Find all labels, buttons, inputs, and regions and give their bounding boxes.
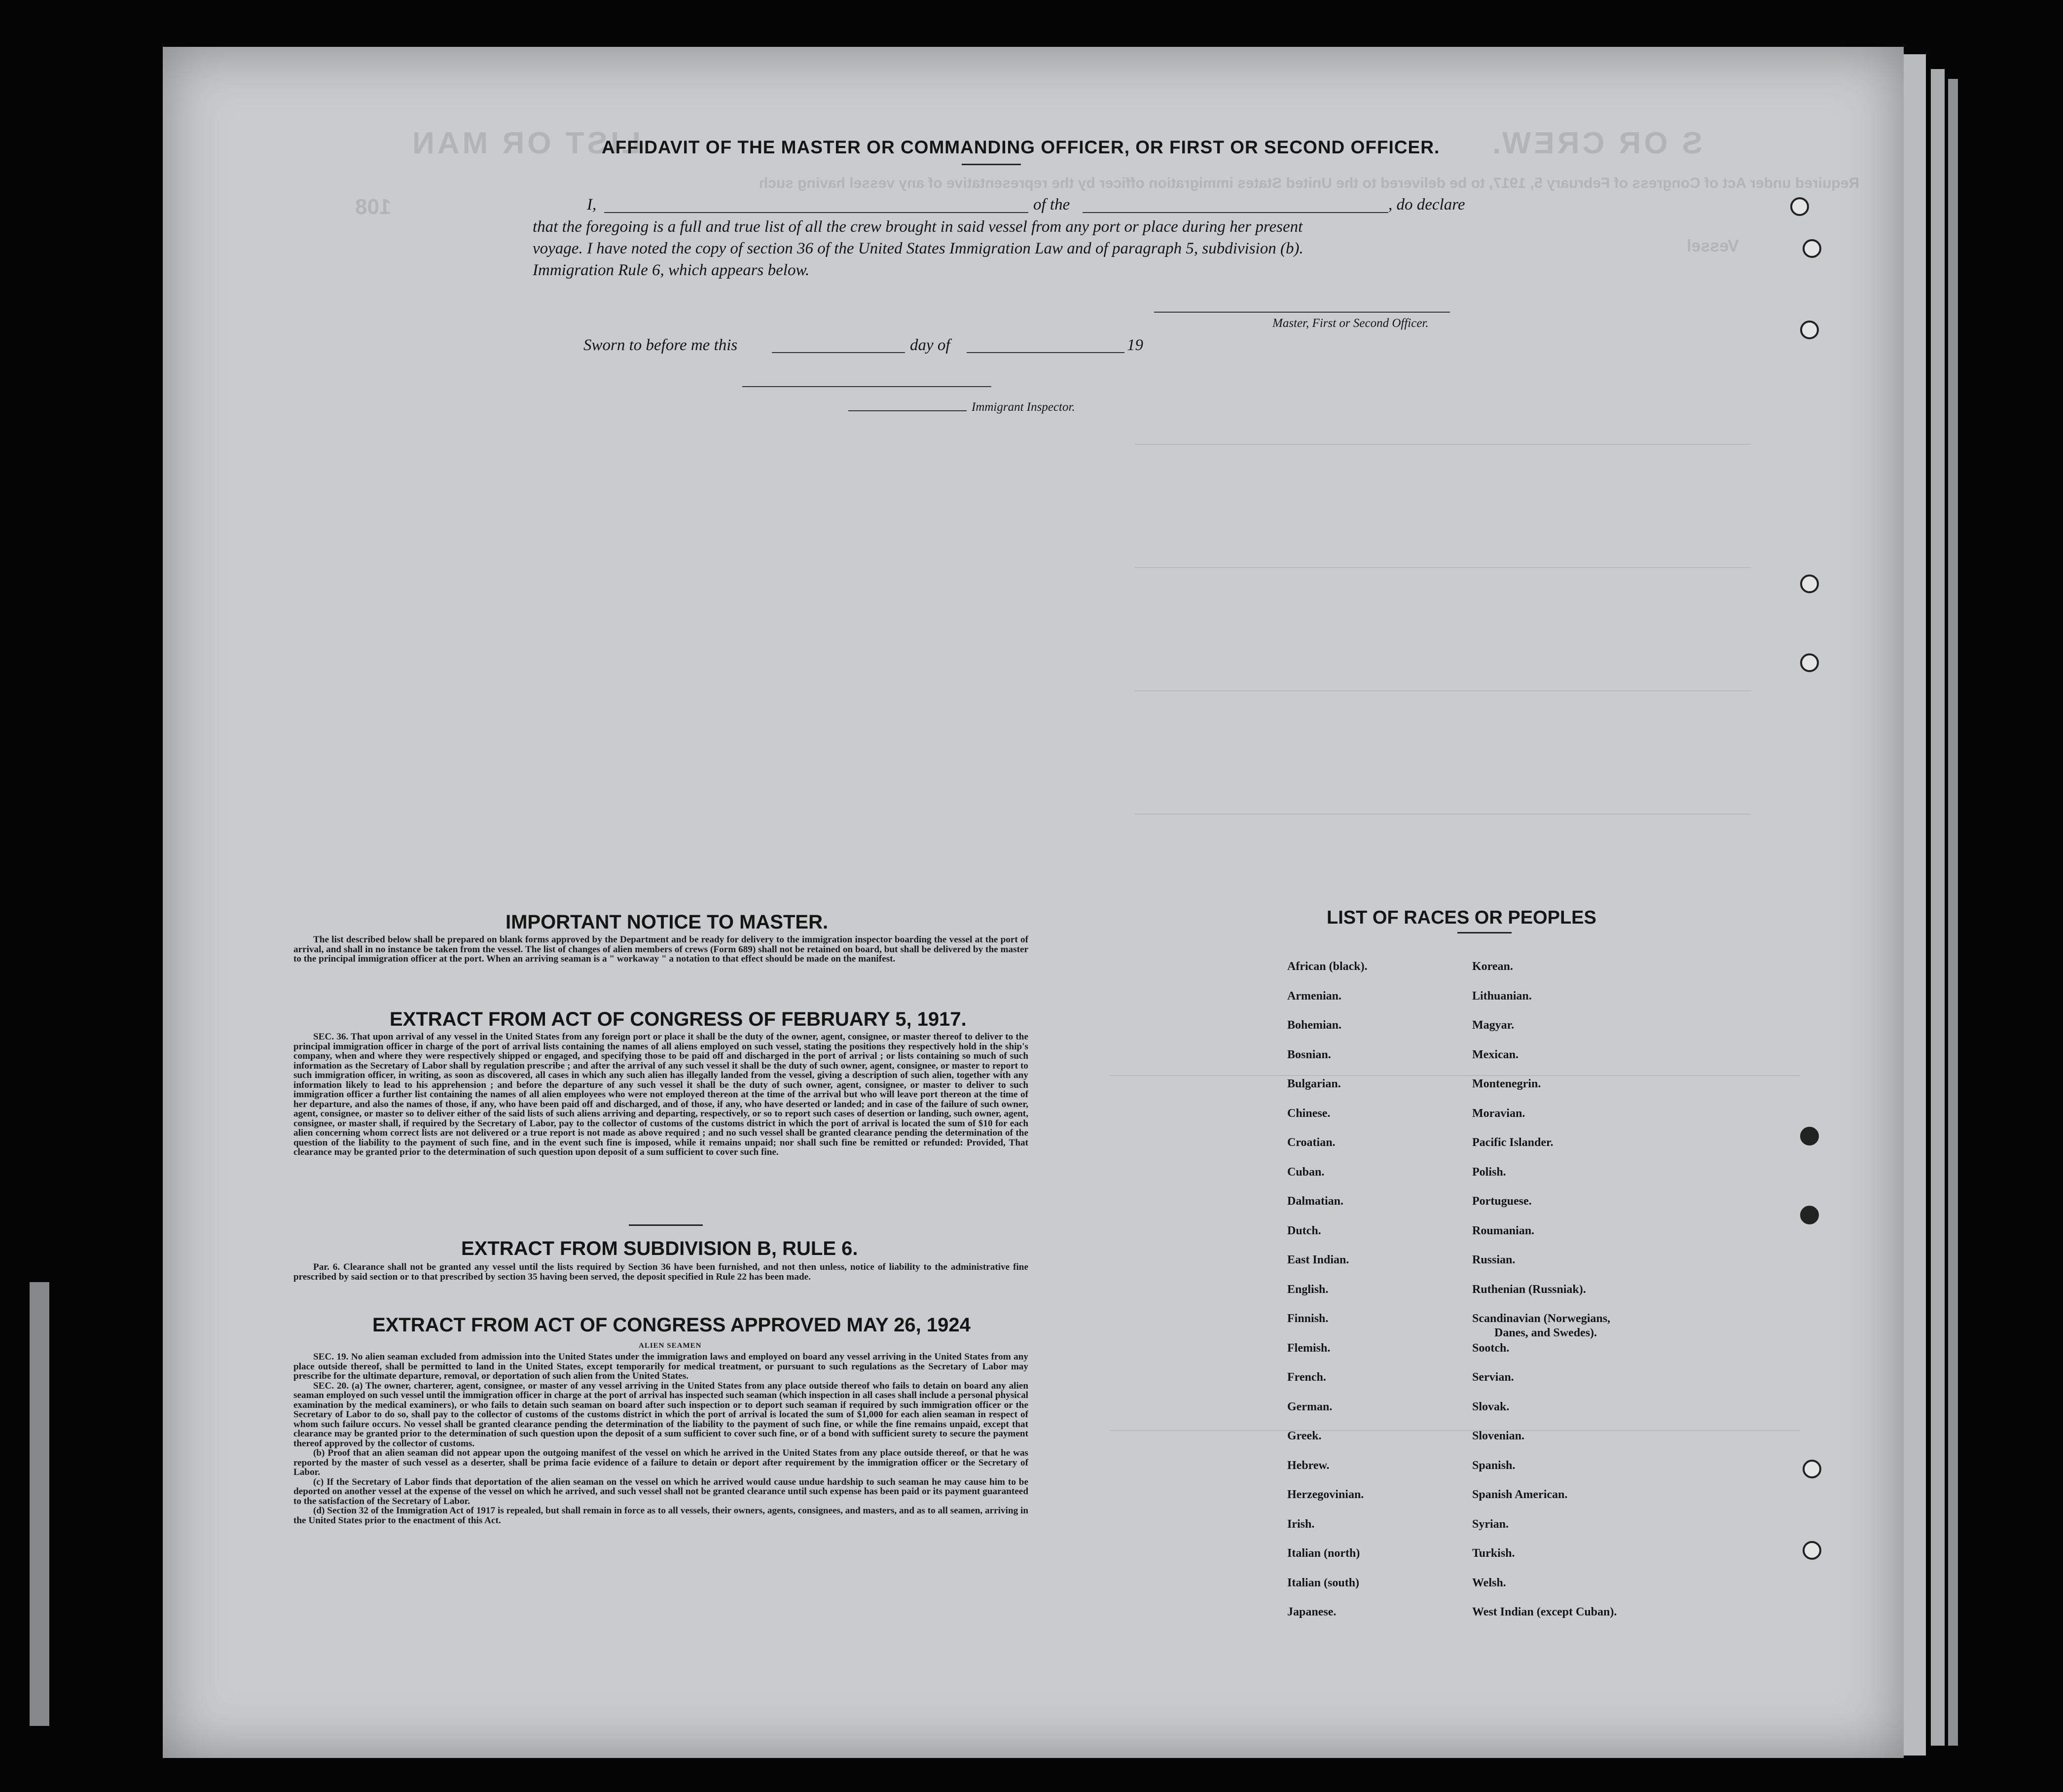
binding-hole bbox=[1803, 1460, 1821, 1478]
race-left-item-20: Italian (north) bbox=[1287, 1547, 1360, 1560]
race-right-item-1: Lithuanian. bbox=[1472, 989, 1532, 1003]
sworn-day-blank bbox=[772, 352, 905, 353]
race-right-item-2: Magyar. bbox=[1472, 1019, 1515, 1032]
name-blank bbox=[604, 212, 1028, 213]
ghost-rule bbox=[1134, 814, 1751, 815]
race-right-item-21: Welsh. bbox=[1472, 1576, 1506, 1589]
race-left-item-4: Bulgarian. bbox=[1287, 1077, 1341, 1090]
race-left-item-9: Dutch. bbox=[1287, 1224, 1321, 1237]
binding-hole bbox=[1790, 197, 1809, 216]
race-right-item-9: Roumanian. bbox=[1472, 1224, 1535, 1237]
race-left-item-14: French. bbox=[1287, 1371, 1326, 1384]
race-right-item-14: Servian. bbox=[1472, 1371, 1514, 1384]
page-edge-strip bbox=[1904, 54, 1926, 1756]
inspector-caption: Immigrant Inspector. bbox=[972, 400, 1075, 414]
extract-1917-text: SEC. 36. That upon arrival of any vessel in the United States from any foreign port or place it shall be the duty of the owner, agent, consignee, or master thereof to deliver to the principal immigration officer in charge of the port of arrival lists containing the names of all aliens employed on such vessel, stating the positions they respectively hold in the ship's company, when and where they were respectively shipped or engaged, and specifying those to be paid off and discharged in the port of arrival ; or lists containing so much of such information as the Secretary of Labor shall by regulation prescribe ; and after the arrival of any such vessel it shall be the duty of such owner, agent, consignee, or master to report to such immigration officer, in writing, as soon as discovered, all cases in which any such alien has illegally landed from the vessel, giving a description of such alien, together with any information likely to lead to his apprehension ; and before the departure of any such vessel it shall be the duty of such owner, agent, consignee, or master to deliver to such immigration officer a further list containing the names of all alien employees who were not employed thereon at the time of the arrival but who will leave port thereon at the time of her departure, and also the names of those, if any, who have been paid off and discharged, and of those, if any, who have deserted or landed; and in case of the failure of such owner, agent, consignee, or master so to deliver either of the said lists of such aliens arriving and departing, respectively, or so to report such cases of desertion or landing, such owner, agent, consignee, or master shall, if required by the Secretary of Labor, pay to the collector of customs of the customs district in which the port of arrival is located the sum of $10 for each alien concerning whom correct lists are not delivered or a true report is not made as above required ; and no such vessel shall be granted clearance pending the determination of the question of the liability to the payment of such fine, and in the event such fine is imposed, while it remains unpaid; nor shall such fine be remitted or refunded: Provided, That clearance may be granted prior to the determination of such question upon deposit of a sum sufficient to cover such fine. bbox=[293, 1032, 1028, 1157]
race-left-item-18: Herzegovinian. bbox=[1287, 1488, 1364, 1501]
race-left-item-12: Finnish. bbox=[1287, 1312, 1329, 1325]
race-right-item-6: Pacific Islander. bbox=[1472, 1136, 1554, 1149]
race-right-item-5: Moravian. bbox=[1472, 1107, 1525, 1120]
binding-hole bbox=[1800, 321, 1819, 339]
sworn-day-of: day of bbox=[910, 336, 950, 354]
ghost-rule bbox=[1110, 1075, 1800, 1076]
page-edge-strip bbox=[1931, 69, 1945, 1746]
race-right-item-8: Portuguese. bbox=[1472, 1195, 1532, 1208]
race-right-item-12: Scandinavian (Norwegians, bbox=[1472, 1312, 1611, 1325]
binding-hole bbox=[1803, 239, 1821, 258]
sec20a-text: SEC. 20. (a) The owner, charterer, agent, consignee, or master of any vessel arriving in the United States from any place outside thereof who fails to detain on board any alien seaman employed on such vessel until the immigration officer in charge at the port of arrival has inspected such seaman (which inspection in all cases shall include a personal physical examination by the medical examiners), or who fails to detain such seaman on board after such inspection or to deport such seaman if required by such immigration officer or the Secretary of Labor to do so, shall pay to the collector of customs of the customs district in which the port of arrival is located the sum of $1,000 for each alien seaman in respect of whom such failure occurs. No vessel shall be granted clearance pending the determination of the liability to the payment of such fine, or while the fine remains unpaid, except that clearance may be granted prior to the determination of such question upon the deposit of a sum sufficient to cover such fine, or of a bond with sufficient surety to secure the payment thereof approved by the collector of customs. bbox=[293, 1380, 1028, 1449]
race-right-item-10: Russian. bbox=[1472, 1254, 1516, 1266]
binding-hole bbox=[1800, 574, 1819, 593]
ghost-subline: Required under Act of Congress of February 5, 1917, to be delivered to the United States immigration officer by the representative of any vessel having such bbox=[759, 175, 1859, 191]
extract-1917-title: EXTRACT FROM ACT OF CONGRESS OF FEBRUARY 5, 1917. bbox=[390, 1008, 967, 1030]
race-left-item-17: Hebrew. bbox=[1287, 1459, 1330, 1472]
race-right-item-3: Mexican. bbox=[1472, 1048, 1519, 1061]
extract-1924-title: EXTRACT FROM ACT OF CONGRESS APPROVED MAY 26, 1924 bbox=[372, 1314, 971, 1336]
race-left-item-13: Flemish. bbox=[1287, 1341, 1331, 1355]
section-rule bbox=[629, 1224, 703, 1226]
binding-hole bbox=[1800, 1206, 1819, 1224]
race-left-item-8: Dalmatian. bbox=[1287, 1195, 1343, 1208]
race-left-item-7: Cuban. bbox=[1287, 1165, 1325, 1179]
sworn-month-blank bbox=[967, 352, 1124, 353]
ghost-rule bbox=[1134, 444, 1751, 445]
race-left-item-11: English. bbox=[1287, 1283, 1329, 1296]
affidavit-line1-start: I, bbox=[587, 196, 597, 214]
race-left-item-3: Bosnian. bbox=[1287, 1048, 1331, 1061]
race-left-item-22: Japanese. bbox=[1287, 1606, 1337, 1618]
notice-text: The list described below shall be prepared on blank forms approved by the Department and be ready for delivery to the immigration inspector boarding the vessel at the port of arrival, and shall in no instance be taken from the vessel. The list of changes of alien members of crews (Form 689) shall not be retained on board, but shall be delivered by the master to the principal immigration officer at the port. When an arriving seaman is a " workaway " a notation to that effect should be made on the manifest. bbox=[293, 934, 1028, 964]
notice-title: IMPORTANT NOTICE TO MASTER. bbox=[506, 911, 829, 933]
page-edge-left bbox=[30, 1282, 49, 1726]
vessel-blank bbox=[1083, 212, 1388, 213]
affidavit-of-the: of the bbox=[1033, 196, 1070, 214]
race-right-item-18: Spanish American. bbox=[1472, 1488, 1568, 1501]
race-right-item-15: Slovak. bbox=[1472, 1400, 1510, 1413]
race-item-scandinavian-cont: Danes, and Swedes). bbox=[1494, 1326, 1597, 1339]
race-right-item-0: Korean. bbox=[1472, 960, 1513, 973]
inspector-signature-blank bbox=[742, 386, 991, 387]
sec20b-text: (b) Proof that an alien seaman did not appear upon the outgoing manifest of the vessel on which he arrived in the United States from any place outside thereof, or that he was reported by the master of such vessel as a deserter, shall be prima facie evidence of a failure to detain or deport after requirement by the immigration officer or the Secretary of Labor. bbox=[293, 1448, 1028, 1477]
race-left-item-2: Bohemian. bbox=[1287, 1019, 1342, 1032]
race-right-item-13: Sootch. bbox=[1472, 1341, 1510, 1355]
binding-hole bbox=[1800, 653, 1819, 672]
race-right-item-22: West Indian (except Cuban). bbox=[1472, 1606, 1617, 1618]
race-left-item-21: Italian (south) bbox=[1287, 1576, 1360, 1589]
page-edge-strip bbox=[1948, 79, 1958, 1746]
sworn-year: 19 bbox=[1127, 336, 1143, 354]
race-right-item-16: Slovenian. bbox=[1472, 1430, 1525, 1442]
binding-hole bbox=[1803, 1541, 1821, 1560]
affidavit-line3: voyage. I have noted the copy of section 36 of the United States Immigration Law and of paragraph 5, subdivision (b). bbox=[533, 240, 1303, 257]
extract-rule6-title: EXTRACT FROM SUBDIVISION B, RULE 6. bbox=[461, 1238, 858, 1259]
race-right-item-4: Montenegrin. bbox=[1472, 1077, 1541, 1090]
races-title: LIST OF RACES OR PEOPLES bbox=[1327, 907, 1596, 928]
ghost-header-right: S OR CREW. bbox=[1489, 126, 1703, 160]
ghost-header: LIST OR MAN bbox=[409, 126, 641, 160]
race-right-item-11: Ruthenian (Russniak). bbox=[1472, 1283, 1586, 1296]
race-left-item-19: Irish. bbox=[1287, 1517, 1315, 1531]
affidavit-line2: that the foregoing is a full and true list of all the crew brought in said vessel from any port or place during her present bbox=[533, 218, 1303, 236]
sec19-text: SEC. 19. No alien seaman excluded from admission into the United States under the immigration laws and employed on board any vessel arriving in the United States from any place outside thereof, shall be permitted to land in the United States, except temporarily for medical treatment, or pursuant to such regulations as the Secretary of Labor may prescribe for the ultimate departure, removal, or deportation of such alien from the United States. bbox=[293, 1352, 1028, 1381]
race-left-item-16: Greek. bbox=[1287, 1430, 1322, 1442]
sworn-text: Sworn to before me this bbox=[583, 336, 738, 354]
ghost-number: 108 bbox=[355, 195, 392, 219]
affidavit-declare: , do declare bbox=[1388, 196, 1465, 214]
affidavit-line4: Immigration Rule 6, which appears below. bbox=[533, 261, 810, 279]
ghost-rule bbox=[1134, 567, 1751, 568]
title-rule bbox=[962, 164, 1021, 165]
extract-1924-subtitle: ALIEN SEAMEN bbox=[639, 1342, 702, 1350]
race-right-item-17: Spanish. bbox=[1472, 1459, 1516, 1472]
race-left-item-0: African (black). bbox=[1287, 960, 1368, 973]
race-right-item-7: Polish. bbox=[1472, 1165, 1506, 1179]
master-signature-blank bbox=[1154, 312, 1450, 313]
ghost-vessel: Vessel bbox=[1687, 237, 1739, 255]
race-right-item-19: Syrian. bbox=[1472, 1517, 1509, 1531]
extract-rule6-text: Par. 6. Clearance shall not be granted any vessel until the lists required by Section 36 have been furnished, and not then unless, notice of liability to the administrative fine prescribed by said section or to that prescribed by section 35 having been served, the deposit specified in Rule 22 has been made. bbox=[293, 1262, 1028, 1282]
race-left-item-10: East Indian. bbox=[1287, 1254, 1349, 1266]
races-rule bbox=[1457, 932, 1512, 933]
sec20c-text: (c) If the Secretary of Labor finds that deportation of the alien seaman on the vessel on which he arrived would cause undue hardship to such seaman he may cause him to be deported on another vessel at the expense of the vessel on which he arrived, and such vessel shall not be granted clearance until such expense has been paid or its payment guaranteed to the satisfaction of the Secretary of Labor. bbox=[293, 1476, 1028, 1506]
ghost-rule bbox=[1134, 690, 1751, 691]
race-left-item-1: Armenian. bbox=[1287, 989, 1341, 1003]
extract-1924-body bbox=[293, 1352, 1028, 1525]
master-caption: Master, First or Second Officer. bbox=[1272, 317, 1429, 330]
ghost-rule bbox=[1110, 1430, 1800, 1431]
sec20d-text: (d) Section 32 of the Immigration Act of 1917 is repealed, but shall remain in force as to all vessels, their owners, agents, consignees, and masters, and as to all seamen, arriving in the United States prior to the enactment of this Act. bbox=[293, 1505, 1028, 1526]
inspector-lead-blank bbox=[848, 410, 967, 411]
affidavit-title: AFFIDAVIT OF THE MASTER OR COMMANDING OFFICER, OR FIRST OR SECOND OFFICER. bbox=[602, 137, 1440, 157]
binding-hole bbox=[1800, 1127, 1819, 1146]
race-right-item-20: Turkish. bbox=[1472, 1547, 1515, 1560]
race-left-item-6: Croatian. bbox=[1287, 1136, 1336, 1149]
race-left-item-5: Chinese. bbox=[1287, 1107, 1331, 1120]
race-left-item-15: German. bbox=[1287, 1400, 1333, 1413]
